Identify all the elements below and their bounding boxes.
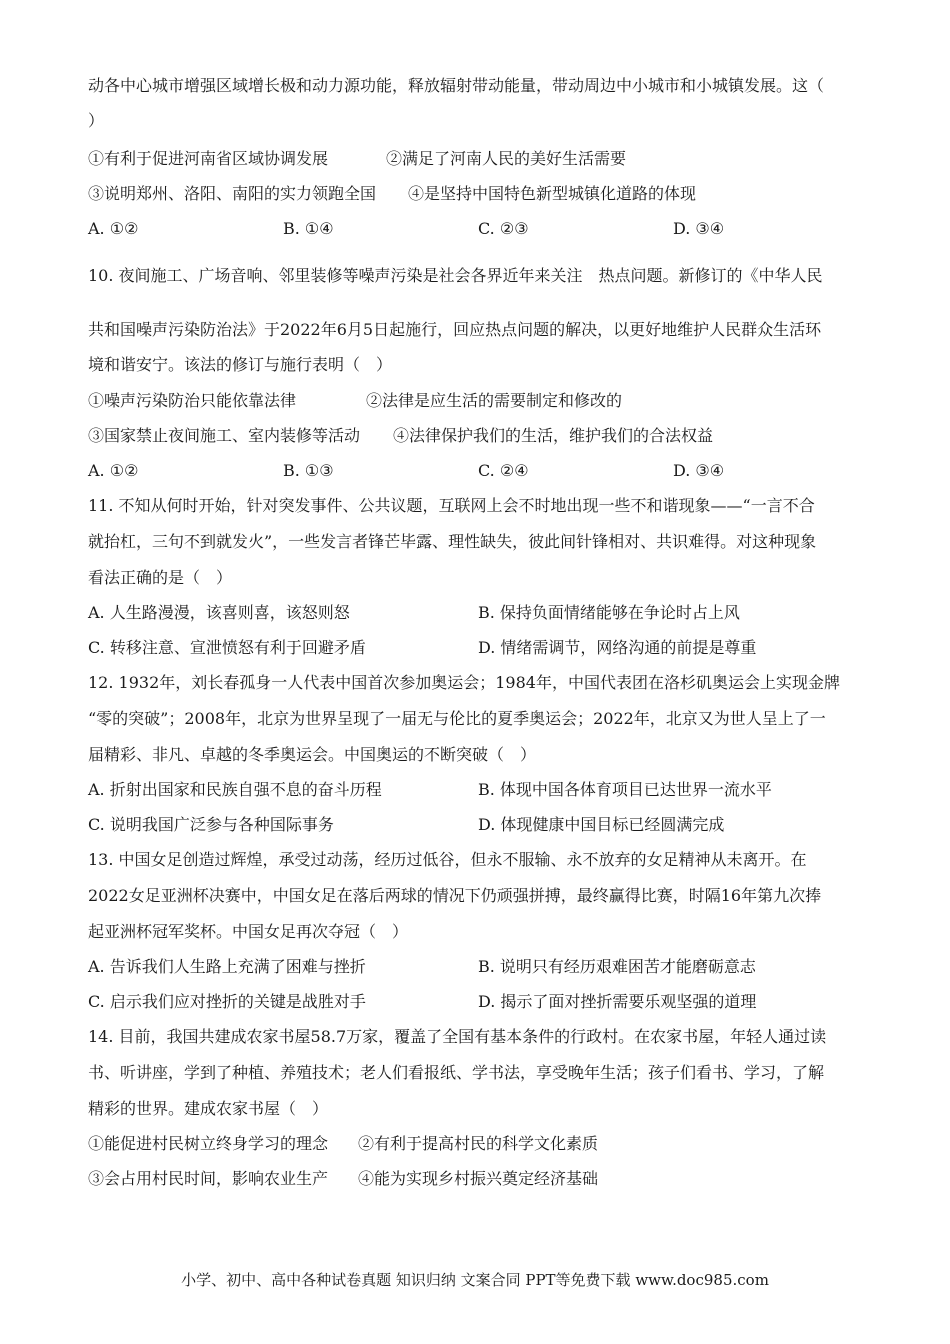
question-10: [88, 266, 868, 481]
q13-stem-line3: 起亚洲杯冠军奖杯。中国女足再次夺冠（ ）: [88, 922, 409, 941]
q14-statement-1: ①能促进村民树立终身学习的理念: [88, 1134, 329, 1153]
q12-stem-line1: 12. 1932年，刘长春孤身一人代表中国首次参加奥运会；1984年，中国代表团在洛杉矶奥运会上实现金牌: [88, 673, 840, 692]
q9-statement-2: ②满足了河南人民的美好生活需要: [386, 149, 627, 168]
q14-stem-line1: 14. 目前，我国共建成农家书屋58.7万家，覆盖了全国有基本条件的行政村。在农家书屋，年轻人通过读: [88, 1027, 827, 1046]
q9-statement-3: ③说明郑州、洛阳、南阳的实力领跑全国: [88, 184, 377, 203]
q10-stem-line1: 10. 夜间施工、广场音响、邻里装修等噪声污染是社会各界近年来关注 热点问题。新修订的《中华人民: [88, 266, 823, 285]
q9-option-a[interactable]: A. ①②: [88, 219, 139, 238]
q12-stem-line3: 届精彩、非凡、卓越的冬季奥运会。中国奥运的不断突破（ ）: [88, 745, 537, 764]
q10-option-a[interactable]: A. ①②: [88, 461, 139, 480]
q11-option-a[interactable]: A. 人生路漫漫，该喜则喜，该怒则怒: [88, 603, 350, 622]
q10-option-b[interactable]: B. ①③: [283, 461, 334, 480]
q11-option-c[interactable]: C. 转移注意、宣泄愤怒有利于回避矛盾: [88, 638, 366, 657]
q10-option-d[interactable]: D. ③④: [673, 461, 725, 480]
q14-stem-line2: 书、听讲座，学到了种植、养殖技术；老人们看报纸、学书法，享受晚年生活；孩子们看书、学习，了解: [88, 1063, 825, 1082]
question-9: [88, 76, 868, 239]
q14-stem-line3: 精彩的世界。建成农家书屋（ ）: [88, 1099, 329, 1118]
q10-statement-3: ③国家禁止夜间施工、室内装修等活动: [88, 426, 361, 445]
page-footer: 小学、初中、高中各种试卷真题 知识归纳 文案合同 PPT等免费下载 www.doc985.com: [181, 1271, 769, 1289]
exam-page: [88, 72, 868, 1189]
q12-option-d[interactable]: D. 体现健康中国目标已经圆满完成: [478, 815, 725, 834]
q11-stem-line3: 看法正确的是（ ）: [88, 568, 233, 587]
q9-option-c[interactable]: C. ②③: [478, 219, 529, 238]
q11-stem-line1: 11. 不知从何时开始，针对突发事件、公共议题，互联网上会不时地出现一些不和谐现象——“一言不合: [88, 496, 815, 515]
q13-option-a[interactable]: A. 告诉我们人生路上充满了困难与挫折: [88, 957, 366, 976]
q9-statement-1: ①有利于促进河南省区域协调发展: [88, 149, 329, 168]
q10-statement-1: ①噪声污染防治只能依靠法律: [88, 391, 297, 410]
q12-option-c[interactable]: C. 说明我国广泛参与各种国际事务: [88, 815, 334, 834]
q14-statement-4: ④能为实现乡村振兴奠定经济基础: [358, 1169, 599, 1188]
q13-option-c[interactable]: C. 启示我们应对挫折的关键是战胜对手: [88, 992, 366, 1011]
q9-options: [88, 219, 868, 239]
q11-options-row2: [88, 638, 868, 658]
q9-statements-row2: [88, 184, 868, 204]
q11-option-b[interactable]: B. 保持负面情绪能够在争论时占上风: [478, 603, 740, 622]
q11-stem-line2: 就抬杠，三句不到就发火”，一些发言者锋芒毕露、理性缺失，彼此间针锋相对、共识难得。对这种现象: [88, 532, 817, 551]
q12-options-row2: [88, 815, 868, 835]
q12-option-a[interactable]: A. 折射出国家和民族自强不息的奋斗历程: [88, 780, 382, 799]
q10-statement-4: ④法律保护我们的生活，维护我们的合法权益: [393, 426, 714, 445]
q13-stem-line2: 2022女足亚洲杯决赛中，中国女足在落后两球的情况下仍顽强拼搏，最终赢得比赛，时隔16年第九次捧: [88, 886, 822, 905]
q9-option-b[interactable]: B. ①④: [283, 219, 334, 238]
question-14: [88, 1027, 868, 1189]
q9-option-d[interactable]: D. ③④: [673, 219, 725, 238]
q9-stem-line2: ）: [88, 111, 105, 130]
q10-statements-row2: [88, 426, 868, 446]
q10-statement-2: ②法律是应生活的需要制定和修改的: [366, 391, 623, 410]
q13-options-row2: [88, 992, 868, 1012]
q14-statements-row2: [88, 1169, 868, 1189]
q14-statements-row1: [88, 1134, 868, 1154]
q13-stem-line1: 13. 中国女足创造过辉煌，承受过动荡，经历过低谷，但永不服输、永不放弃的女足精神从未离开。在: [88, 850, 807, 869]
q11-options-row1: [88, 603, 868, 623]
q9-statements-row1: [88, 149, 868, 169]
q12-option-b[interactable]: B. 体现中国各体育项目已达世界一流水平: [478, 780, 772, 799]
q14-statement-3: ③会占用村民时间，影响农业生产: [88, 1169, 329, 1188]
question-13: [88, 850, 868, 1012]
q10-statements-row1: [88, 391, 868, 411]
q12-options-row1: [88, 780, 868, 800]
q11-option-d[interactable]: D. 情绪需调节，网络沟通的前提是尊重: [478, 638, 757, 657]
q9-stem-line1: 动各中心城市增强区域增长极和动力源功能，释放辐射带动能量，带动周边中小城市和小城镇发展。这（: [88, 76, 825, 95]
q10-stem-line2: 共和国噪声污染防治法》于2022年6月5日起施行，回应热点问题的解决，以更好地维护人民群众生活环: [88, 320, 822, 339]
q10-stem-line3: 境和谐安宁。该法的修订与施行表明（ ）: [88, 355, 393, 374]
q13-options-row1: [88, 957, 868, 977]
q13-option-d[interactable]: D. 揭示了面对挫折需要乐观坚强的道理: [478, 992, 757, 1011]
q13-option-b[interactable]: B. 说明只有经历艰难困苦才能磨砺意志: [478, 957, 756, 976]
q9-statement-4: ④是坚持中国特色新型城镇化道路的体现: [408, 184, 697, 203]
q10-option-c[interactable]: C. ②④: [478, 461, 529, 480]
q12-stem-line2: “零的突破”；2008年，北京为世界呈现了一届无与伦比的夏季奥运会；2022年，北京又为世人呈上了一: [88, 709, 826, 728]
q14-statement-2: ②有利于提高村民的科学文化素质: [358, 1134, 599, 1153]
q10-options: [88, 461, 868, 481]
question-12: [88, 673, 868, 835]
question-11: [88, 496, 868, 658]
